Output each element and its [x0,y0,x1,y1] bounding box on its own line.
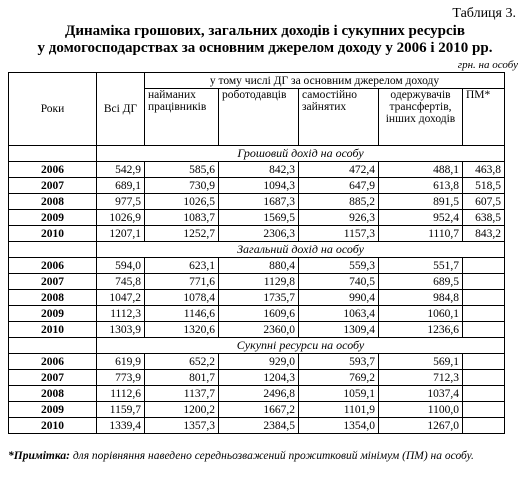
cell-self-employed: 769,2 [299,370,379,386]
cell-all: 1159,7 [97,402,145,418]
cell-all: 977,5 [97,194,145,210]
cell-all: 619,9 [97,354,145,370]
cell-self-employed: 593,7 [299,354,379,370]
table-row [9,306,505,322]
section-title: Загальний дохід на особу [97,242,505,258]
cell-subsistence-minimum [463,418,505,434]
cell-employees: 1146,6 [145,306,219,322]
table-number: Таблиця 3. [452,6,516,21]
cell-transfers: 1110,7 [379,226,463,242]
cell-transfers: 712,3 [379,370,463,386]
cell-employers: 1667,2 [219,402,299,418]
cell-employees: 652,2 [145,354,219,370]
section-title: Сукупні ресурси на особу [97,338,505,354]
cell-self-employed: 885,2 [299,194,379,210]
cell-all: 594,0 [97,258,145,274]
cell-employees: 1026,5 [145,194,219,210]
cell-year: 2007 [9,178,97,194]
table-row [9,194,505,210]
cell-employers: 1129,8 [219,274,299,290]
cell-all: 542,9 [97,162,145,178]
cell-employees: 585,6 [145,162,219,178]
table-row [9,290,505,306]
cell-employees: 1320,6 [145,322,219,338]
cell-employers: 929,0 [219,354,299,370]
cell-employees: 1357,3 [145,418,219,434]
cell-year: 2008 [9,290,97,306]
cell-self-employed: 740,5 [299,274,379,290]
cell-subsistence-minimum [463,322,505,338]
header-years: Роки [9,73,97,146]
cell-year: 2010 [9,226,97,242]
cell-all: 773,9 [97,370,145,386]
cell-employees: 1137,7 [145,386,219,402]
section-row [9,242,505,258]
header-employees: наймaних працівників [145,89,219,146]
section-row [9,146,505,162]
cell-employers: 2384,5 [219,418,299,434]
cell-employers: 1569,5 [219,210,299,226]
cell-subsistence-minimum [463,274,505,290]
cell-subsistence-minimum [463,402,505,418]
cell-year: 2007 [9,370,97,386]
cell-employees: 771,6 [145,274,219,290]
cell-all: 1026,9 [97,210,145,226]
cell-transfers: 952,4 [379,210,463,226]
cell-transfers: 689,5 [379,274,463,290]
cell-self-employed: 1063,4 [299,306,379,322]
cell-subsistence-minimum: 638,5 [463,210,505,226]
cell-year: 2010 [9,322,97,338]
cell-year: 2006 [9,258,97,274]
cell-self-employed: 926,3 [299,210,379,226]
header-all-households: Всі ДГ [97,73,145,146]
cell-subsistence-minimum: 607,5 [463,194,505,210]
table-row [9,226,505,242]
cell-self-employed: 1059,1 [299,386,379,402]
cell-subsistence-minimum [463,258,505,274]
cell-transfers: 1236,6 [379,322,463,338]
cell-transfers: 984,8 [379,290,463,306]
cell-subsistence-minimum [463,290,505,306]
cell-year: 2008 [9,194,97,210]
cell-employers: 880,4 [219,258,299,274]
cell-self-employed: 559,3 [299,258,379,274]
cell-year: 2008 [9,386,97,402]
cell-employers: 2360,0 [219,322,299,338]
table-row [9,402,505,418]
cell-transfers: 1267,0 [379,418,463,434]
cell-employers: 1609,6 [219,306,299,322]
table-row [9,162,505,178]
cell-year: 2006 [9,162,97,178]
header-group: у тому числі ДГ за основним джерелом доходу [145,73,505,89]
table-title-line-1: Динаміка грошових, загальних доходів і сукупних ресурсів [65,23,465,39]
cell-year: 2009 [9,402,97,418]
cell-employees: 1083,7 [145,210,219,226]
cell-employers: 1687,3 [219,194,299,210]
cell-subsistence-minimum: 843,2 [463,226,505,242]
cell-employers: 2306,3 [219,226,299,242]
cell-subsistence-minimum [463,386,505,402]
footnote-text: для порівняння наведено середньозважений прожитковий мінімум (ПМ) на особу. [69,450,474,462]
table-row [9,386,505,402]
table-row [9,274,505,290]
cell-all: 1112,3 [97,306,145,322]
cell-subsistence-minimum: 518,5 [463,178,505,194]
cell-employees: 1252,7 [145,226,219,242]
cell-year: 2007 [9,274,97,290]
cell-all: 745,8 [97,274,145,290]
cell-transfers: 551,7 [379,258,463,274]
header-transfers: одержувачів трансфертів, інших доходів [379,89,463,146]
cell-self-employed: 1157,3 [299,226,379,242]
cell-self-employed: 990,4 [299,290,379,306]
cell-employees: 1078,4 [145,290,219,306]
table-footnote [8,449,508,463]
cell-employees: 623,1 [145,258,219,274]
cell-employees: 801,7 [145,370,219,386]
cell-all: 1112,6 [97,386,145,402]
footnote-label: *Примітка: [8,450,70,462]
cell-employers: 1735,7 [219,290,299,306]
section-spacer-cell [9,146,97,162]
cell-year: 2009 [9,306,97,322]
cell-transfers: 1100,0 [379,402,463,418]
cell-self-employed: 647,9 [299,178,379,194]
cell-transfers: 1037,4 [379,386,463,402]
cell-subsistence-minimum [463,354,505,370]
cell-self-employed: 1354,0 [299,418,379,434]
cell-year: 2010 [9,418,97,434]
cell-employers: 1204,3 [219,370,299,386]
cell-transfers: 488,1 [379,162,463,178]
table-row [9,210,505,226]
header-employers: роботодавців [219,89,299,146]
table-row [9,354,505,370]
table-row [9,322,505,338]
section-row [9,338,505,354]
table-row [9,370,505,386]
header-subsistence-minimum: ПМ* [463,89,505,146]
unit-label: грн. на особу [457,59,518,71]
cell-employers: 2496,8 [219,386,299,402]
cell-all: 1207,1 [97,226,145,242]
cell-transfers: 613,8 [379,178,463,194]
table-row [9,178,505,194]
cell-subsistence-minimum [463,306,505,322]
cell-self-employed: 1101,9 [299,402,379,418]
table-row [9,258,505,274]
section-spacer-cell [9,338,97,354]
cell-all: 689,1 [97,178,145,194]
section-title: Грошовий дохід на особу [97,146,505,162]
cell-subsistence-minimum: 463,8 [463,162,505,178]
cell-year: 2006 [9,354,97,370]
cell-employees: 1200,2 [145,402,219,418]
table-row [9,418,505,434]
section-spacer-cell [9,242,97,258]
cell-self-employed: 1309,4 [299,322,379,338]
cell-self-employed: 472,4 [299,162,379,178]
income-table [8,72,505,434]
cell-employers: 1094,3 [219,178,299,194]
cell-all: 1339,4 [97,418,145,434]
cell-transfers: 569,1 [379,354,463,370]
cell-transfers: 1060,1 [379,306,463,322]
cell-subsistence-minimum [463,370,505,386]
cell-all: 1303,9 [97,322,145,338]
cell-all: 1047,2 [97,290,145,306]
table-title-line-2: у домогосподарствах за основним джерелом доходу у 2006 і 2010 рр. [37,40,493,56]
cell-employees: 730,9 [145,178,219,194]
cell-year: 2009 [9,210,97,226]
cell-transfers: 891,5 [379,194,463,210]
header-self-employed: самостійно зайнятих [299,89,379,146]
cell-employers: 842,3 [219,162,299,178]
